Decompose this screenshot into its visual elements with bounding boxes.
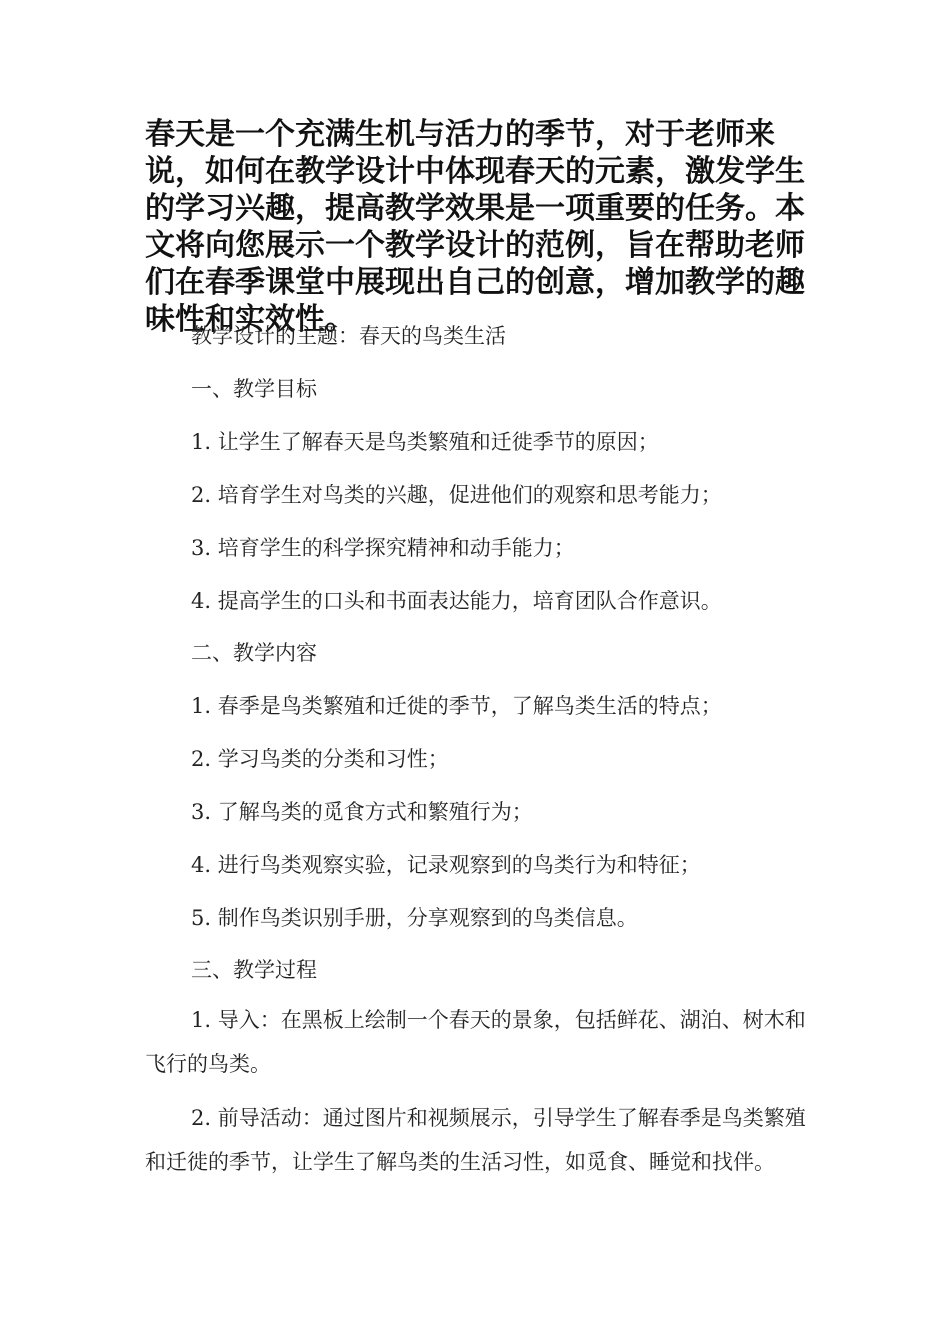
- content-item: 3. 了解鸟类的觅食方式和繁殖行为；: [191, 800, 533, 824]
- process-item: 1. 导入：在黑板上绘制一个春天的景象，包括鲜花、湖泊、树木和飞行的鸟类。: [145, 1008, 806, 1076]
- section-heading-content: 二、教学内容: [191, 641, 317, 665]
- section-heading-process: 三、教学过程: [191, 958, 317, 982]
- content-item: 1. 春季是鸟类繁殖和迁徙的季节，了解鸟类生活的特点；: [191, 694, 722, 718]
- content-item: 4. 进行鸟类观察实验，记录观察到的鸟类行为和特征；: [191, 853, 701, 877]
- objective-item: 3. 培育学生的科学探究精神和动手能力；: [191, 536, 575, 560]
- objective-item: 1. 让学生了解春天是鸟类繁殖和迁徙季节的原因；: [191, 430, 659, 454]
- theme-line: 教学设计的主题：春天的鸟类生活: [191, 324, 506, 348]
- objective-item: 2. 培育学生对鸟类的兴趣，促进他们的观察和思考能力；: [191, 483, 722, 507]
- objective-item: 4. 提高学生的口头和书面表达能力，培育团队合作意识。: [191, 589, 722, 613]
- content-item: 5. 制作鸟类识别手册，分享观察到的鸟类信息。: [191, 906, 638, 930]
- section-heading-objectives: 一、教学目标: [191, 377, 317, 401]
- content-item: 2. 学习鸟类的分类和习性；: [191, 747, 449, 771]
- intro-paragraph: 春天是一个充满生机与活力的季节，对于老师来说，如何在教学设计中体现春天的元素，激发学生的学习兴趣，提高教学效果是一项重要的任务。本文将向您展示一个教学设计的范例，旨在帮助老师们在春季课堂中展现出自己的创意，增加教学的趣味性和实效性。: [145, 117, 805, 337]
- process-item: 2. 前导活动：通过图片和视频展示，引导学生了解春季是鸟类繁殖和迁徙的季节，让学生了解鸟类的生活习性，如觅食、睡觉和找伴。: [145, 1106, 806, 1174]
